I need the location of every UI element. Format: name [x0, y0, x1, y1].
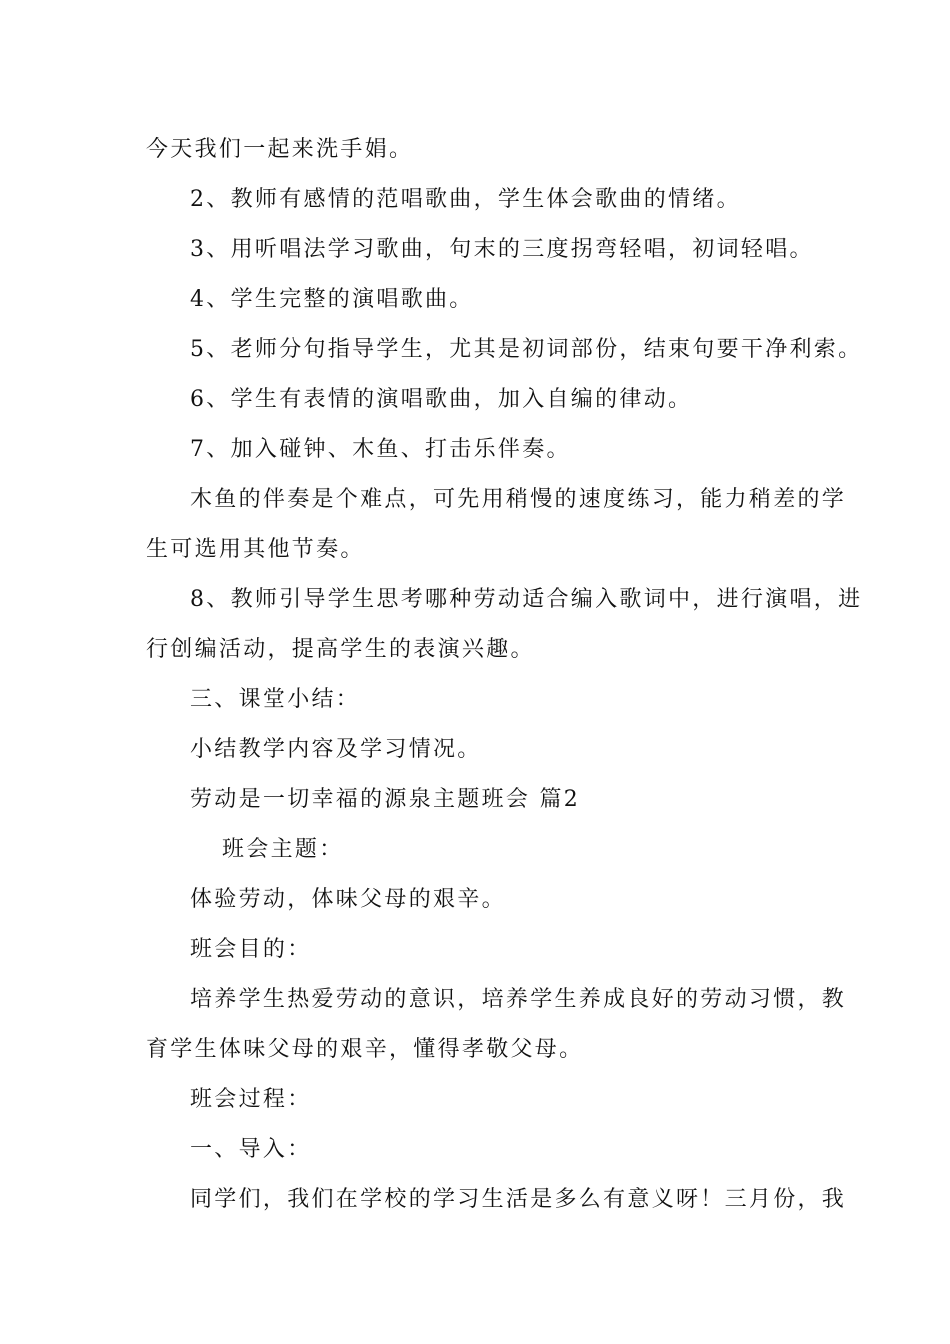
text-line: 生可选用其他节奏。 — [146, 537, 365, 562]
text-line: 3、用听唱法学习歌曲，句末的三度拐弯轻唱，初词轻唱。 — [190, 237, 814, 262]
text-line: 同学们，我们在学校的学习生活是多么有意义呀！三月份，我 — [190, 1187, 847, 1212]
text-line: 今天我们一起来洗手娟。 — [146, 137, 414, 162]
section-heading: 三、课堂小结： — [190, 687, 361, 712]
article-title: 劳动是一切幸福的源泉主题班会 篇2 — [190, 787, 581, 812]
text-line: 培养学生热爱劳动的意识，培养学生养成良好的劳动习惯，教 — [190, 987, 847, 1012]
text-line: 6、学生有表情的演唱歌曲，加入自编的律动。 — [190, 387, 693, 412]
text-line: 7、加入碰钟、木鱼、打击乐伴奏。 — [190, 437, 571, 462]
text-line: 行创编活动，提高学生的表演兴趣。 — [146, 637, 535, 662]
text-line: 5、老师分句指导学生，尤其是初词部份，结束句要干净利索。 — [190, 337, 863, 362]
section-heading: 班会目的： — [190, 937, 312, 962]
section-heading: 班会主题： — [222, 837, 344, 862]
text-line: 2、教师有感情的范唱歌曲，学生体会歌曲的情绪。 — [190, 187, 741, 212]
text-line: 4、学生完整的演唱歌曲。 — [190, 287, 474, 312]
text-line: 木鱼的伴奏是个难点，可先用稍慢的速度练习，能力稍差的学 — [190, 487, 847, 512]
text-line: 8、教师引导学生思考哪种劳动适合编入歌词中，进行演唱，进 — [190, 587, 863, 612]
text-line: 小结教学内容及学习情况。 — [190, 737, 482, 762]
section-heading: 一、导入： — [190, 1137, 312, 1162]
section-heading: 班会过程： — [190, 1087, 312, 1112]
text-line: 育学生体味父母的艰辛，懂得孝敬父母。 — [146, 1037, 584, 1062]
text-line: 体验劳动，体味父母的艰辛。 — [190, 887, 506, 912]
